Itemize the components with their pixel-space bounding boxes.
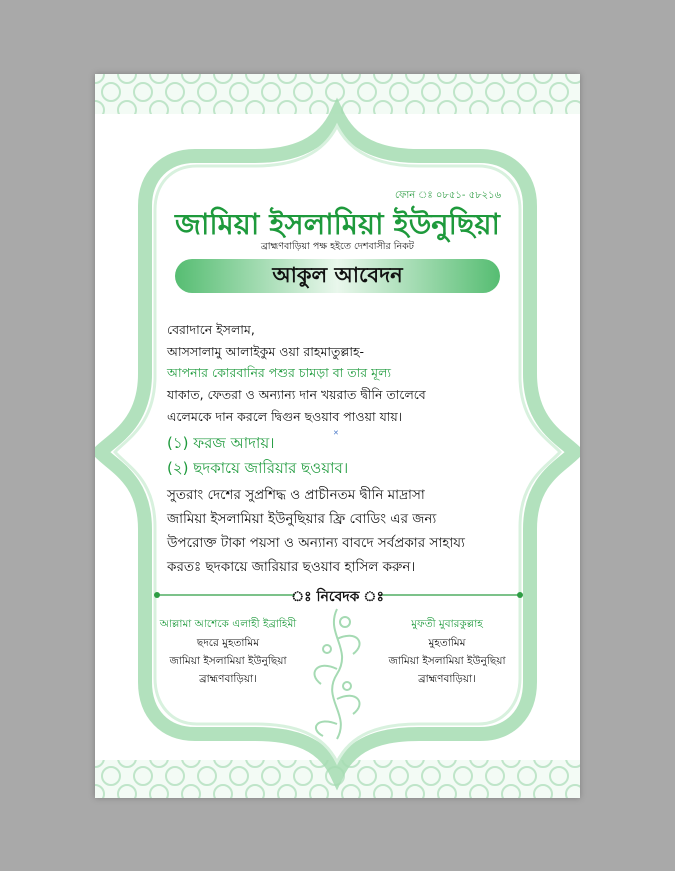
signatory-2-place: ব্রাহ্মণবাড়িয়া। <box>418 673 476 685</box>
body-line-1: যাকাত, ফেতরা ও অন্যান্য দান খয়রাত দ্বীনি তালেবে <box>167 387 426 402</box>
signatory-1-institution: জামিয়া ইসলামিয়া ইউনুছিয়া <box>169 655 287 667</box>
signatory-2-institution: জামিয়া ইসলামিয়া ইউনুছিয়া <box>388 655 506 667</box>
signatory-2-role: মুহতামিম <box>428 637 466 649</box>
closing-line-3: উপরোক্ত টাকা পয়সা ও অন্যান্য বাবদে সর্বপ্রকার সাহায্য <box>167 535 465 551</box>
cursor-marker-icon: ✕ <box>333 429 339 437</box>
floral-ornament <box>314 609 359 739</box>
signatory-2-name: মুফতী মুবারকুল্লাহ <box>411 618 483 630</box>
signatory-1-place: ব্রাহ্মণবাড়িয়া। <box>199 673 257 685</box>
closing-line-4: করতঃ ছদকায়ে জারিয়ার ছওয়াব হাসিল করুন। <box>167 559 416 575</box>
closing-line-2: জামিয়া ইসলামিয়া ইউনুছিয়ার ফ্রি বোডিং এর জন্য <box>167 511 437 527</box>
signatory-1-name: আল্লামা আশেকে এলাহী ইব্রাহিমী <box>159 618 297 630</box>
institution-title: জামিয়া ইসলামিয়া ইউনুছিয়া <box>175 207 500 241</box>
highlight-line: আপনার কোরবানির পশুর চামড়া বা তার মূল্য <box>167 365 392 380</box>
poster <box>95 74 580 798</box>
phone-number: ফোন ঃ ০৮৫১- ৫৮২১৬ <box>395 190 502 201</box>
point-1: (১) ফরজ আদায়। <box>167 434 275 452</box>
subtitle: ব্রাহ্মণবাড়িয়া পক্ষ হইতে দেশবাসীর নিকট <box>261 241 414 252</box>
closing-line-1: সুতরাং দেশের সুপ্রশিদ্ধ ও প্রাচীনতম দ্বীনি মাদ্রাসা <box>167 487 425 503</box>
banner-heading: আকুল আবেদন <box>272 263 403 287</box>
body-line-2: এলেমকে দান করলে দ্বিগুন ছওয়াব পাওয়া যায়। <box>167 409 403 424</box>
signatory-1-role: ছদরে মুহতামিম <box>196 637 260 649</box>
nibedok-heading: ঃ নিবেদক ঃ <box>291 589 384 605</box>
point-2: (২) ছদকায়ে জারিয়ার ছওয়াব। <box>167 459 349 477</box>
greeting-line-2: আসসালামু আলাইকুম ওয়া রাহমাতুল্লাহ- <box>167 344 365 359</box>
greeting-line-1: বেরাদানে ইসলাম, <box>167 322 255 337</box>
